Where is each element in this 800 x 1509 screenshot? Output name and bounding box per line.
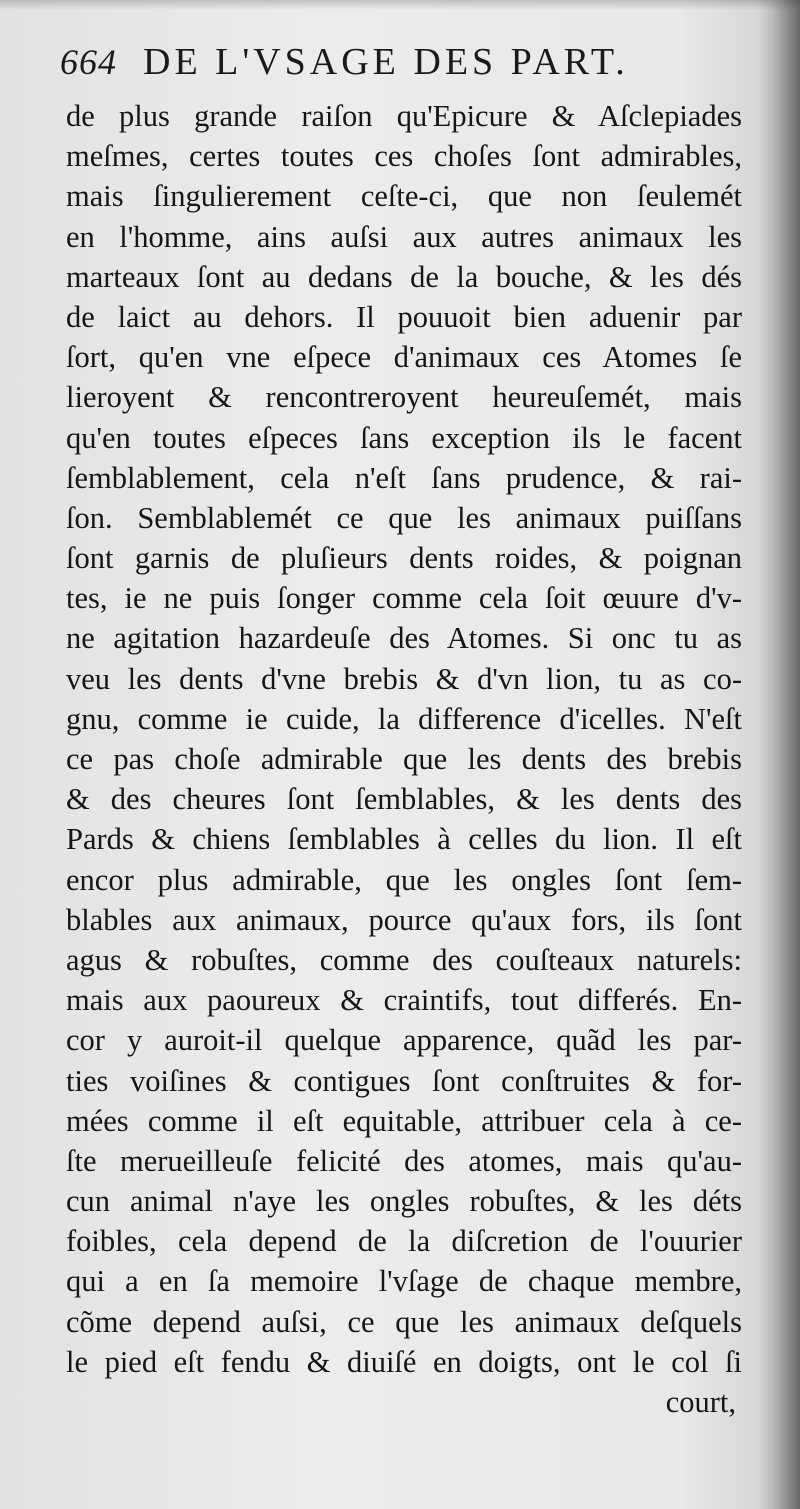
text-line: mais ſingulierement ceſte-ci, que non ſeulemét: [66, 179, 742, 214]
text-line: ce pas choſe admirable que les dents des brebis: [66, 742, 742, 776]
running-title: DE L'VSAGE DES PART.: [143, 41, 629, 83]
text-line: lieroyent & rencontreroyent heureuſemét, mais: [66, 380, 742, 415]
text-line: ne agitation hazardeuſe des Atomes. Si onc tu as: [66, 621, 742, 656]
text-line: cõme depend auſsi, ce que les animaux deſquels: [66, 1304, 742, 1339]
text-line: agus & robuſtes, comme des couſteaux naturels:: [66, 942, 742, 977]
text-line: encor plus admirable, que les ongles ſont ſem-: [66, 862, 742, 897]
text-line: ties voiſines & contigues ſont conſtruites & for-: [66, 1063, 742, 1098]
text-line: foibles, cela depend de la diſcretion de l'ouurier: [66, 1224, 742, 1259]
text-line: meſmes, certes toutes ces choſes ſont admirables,: [66, 139, 742, 174]
text-line: marteaux ſont au dedans de la bouche, & les dés: [66, 259, 742, 294]
body-text: [66, 96, 742, 1422]
text-line: gnu, comme ie cuide, la difference d'icelles. N'eſt: [66, 701, 742, 736]
text-line: en l'homme, ains auſsi aux autres animaux les: [66, 219, 742, 254]
text-line: cor y auroit-il quelque apparence, quãd les par-: [66, 1023, 742, 1058]
running-head: [60, 40, 720, 92]
text-line: de plus grande raiſon qu'Epicure & Aſclepiades: [66, 99, 742, 133]
text-line: & des cheures ſont ſemblables, & les dents des: [66, 782, 742, 817]
text-line: cun animal n'aye les ongles robuſtes, & les déts: [66, 1184, 742, 1219]
text-line: Pards & chiens ſemblables à celles du lion. Il eſt: [66, 822, 742, 857]
text-line: mées comme il eſt equitable, attribuer cela à ce-: [66, 1103, 742, 1138]
text-line: ſort, qu'en vne eſpece d'animaux ces Atomes ſe: [66, 340, 742, 375]
page-number: 664: [60, 42, 117, 82]
text-line: ſte merueilleuſe felicité des atomes, mais qu'au-: [66, 1143, 742, 1178]
text-line: le pied eſt fendu & diuiſé en doigts, ont le col ſi: [66, 1344, 742, 1379]
text-line: ſont garnis de pluſieurs dents roides, & poignan: [66, 541, 742, 576]
text-line: qu'en toutes eſpeces ſans exception ils le facent: [66, 420, 742, 455]
page-gutter-shadow: [758, 0, 800, 1509]
page-top-shadow: [0, 0, 800, 10]
text-line: mais aux paoureux & craintifs, tout differés. En-: [66, 983, 742, 1018]
text-line: qui a en ſa memoire l'vſage de chaque membre,: [66, 1264, 742, 1299]
text-line: tes, ie ne puis ſonger comme cela ſoit œuure d'v-: [66, 581, 742, 616]
text-line: de laict au dehors. Il pouuoit bien aduenir par: [66, 299, 742, 334]
catchword: court,: [665, 1385, 736, 1419]
text-line: veu les dents d'vne brebis & d'vn lion, tu as co-: [66, 661, 742, 696]
text-line: ſon. Semblablemét ce que les animaux puiſſans: [66, 500, 742, 535]
text-line: blables aux animaux, pource qu'aux fors, ils ſont: [66, 902, 742, 937]
text-line: ſemblablement, cela n'eſt ſans prudence, & rai-: [66, 460, 742, 495]
